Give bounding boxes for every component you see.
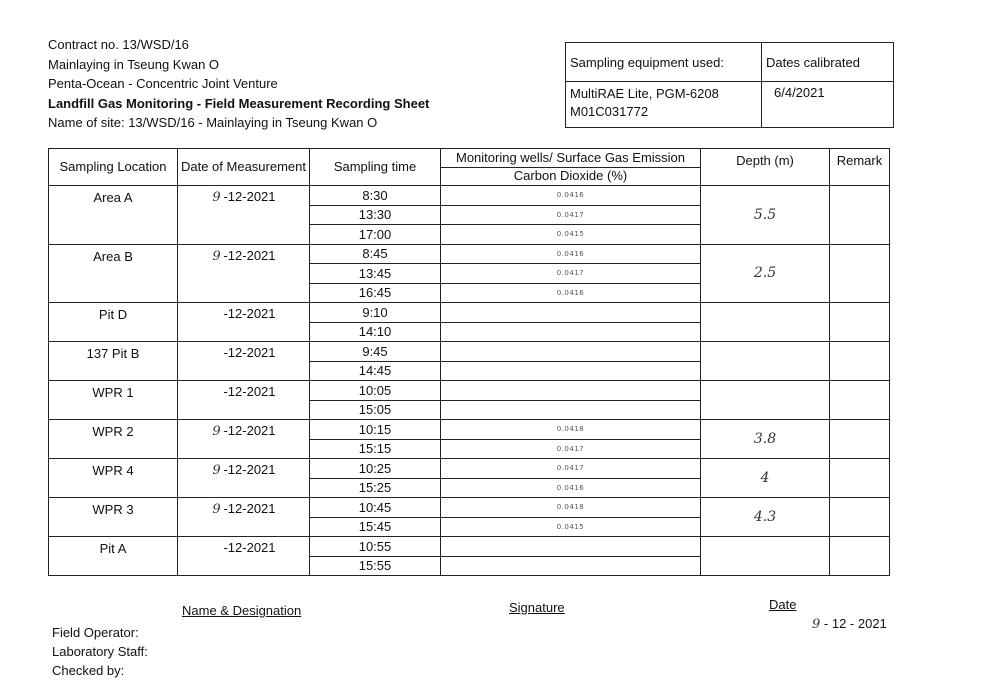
sampling-time: 10:55 (310, 537, 441, 557)
date-month-year: -12-2021 (223, 247, 276, 263)
co2-reading: 0.0418 (441, 498, 701, 518)
sampling-time: 10:45 (310, 498, 441, 518)
sampling-location: Area A (49, 186, 178, 245)
project-name: Mainlaying in Tseung Kwan O (48, 56, 220, 72)
date-day-handwritten: 9 (212, 463, 221, 478)
sampling-time: 9:10 (310, 303, 441, 323)
remark-cell (830, 303, 890, 342)
signature-label: Signature (509, 600, 565, 615)
depth-value (701, 342, 830, 381)
col-header-remark: Remark (830, 149, 890, 186)
co2-reading (441, 400, 701, 420)
table-row (49, 303, 890, 323)
co2-reading (441, 381, 701, 401)
sampling-location: WPR 3 (49, 498, 178, 537)
equipment-serial: M01C031772 (570, 104, 649, 119)
date-month-year: -12-2021 (223, 384, 276, 399)
table-row (49, 342, 890, 362)
lab-staff-label: Laboratory Staff: (52, 644, 148, 659)
remark-cell (830, 244, 890, 303)
co2-reading (441, 537, 701, 557)
sampling-time: 8:45 (310, 244, 441, 264)
co2-reading (441, 361, 701, 381)
col-header-time: Sampling time (310, 149, 441, 186)
remark-cell (830, 381, 890, 420)
checked-by-label: Checked by: (52, 663, 125, 678)
depth-value (701, 537, 830, 576)
measurement-date (178, 420, 310, 459)
equipment-label: Sampling equipment used: (566, 43, 762, 82)
remark-cell (830, 537, 890, 576)
table-row (49, 186, 890, 206)
date-day-handwritten: 9 (212, 502, 221, 517)
sampling-time: 8:30 (310, 186, 441, 206)
col-header-monitoring: Monitoring wells/ Surface Gas Emission (441, 149, 701, 168)
co2-reading: 0.0416 (441, 186, 701, 206)
co2-reading: 0.0418 (441, 420, 701, 440)
sampling-location: Area B (49, 244, 178, 303)
depth-value: 4 (701, 459, 830, 498)
sampling-location: WPR 4 (49, 459, 178, 498)
contract-number: Contract no. 13/WSD/16 (48, 37, 189, 52)
sampling-time: 10:05 (310, 381, 441, 401)
date-month-year: -12-2021 (223, 345, 276, 360)
date-day-handwritten: 9 (212, 190, 221, 205)
sampling-time: 10:25 (310, 459, 441, 479)
co2-reading: 0.0415 (441, 225, 701, 245)
sampling-time: 16:45 (310, 283, 441, 303)
col-header-co2: Carbon Dioxide (%) (441, 167, 701, 186)
co2-reading (441, 322, 701, 342)
co2-reading (441, 342, 701, 362)
co2-reading: 0.0416 (441, 478, 701, 498)
document-header (48, 35, 429, 133)
sampling-time: 15:15 (310, 439, 441, 459)
col-header-date: Date of Measurement (178, 149, 310, 186)
date-month-year: -12-2021 (223, 501, 276, 516)
measurement-date (178, 244, 310, 303)
remark-cell (830, 498, 890, 537)
remark-cell (830, 459, 890, 498)
remark-cell (830, 420, 890, 459)
depth-value: 5.5 (701, 186, 830, 245)
remark-cell (830, 342, 890, 381)
date-day-handwritten: 9 (212, 424, 221, 439)
calibration-label: Dates calibrated (762, 43, 894, 82)
depth-value: 2.5 (701, 244, 830, 303)
table-row (49, 244, 890, 264)
measurement-date (178, 459, 310, 498)
co2-reading: 0.0417 (441, 459, 701, 479)
depth-value: 3.8 (701, 420, 830, 459)
field-operator-label: Field Operator: (52, 625, 139, 640)
sampling-time: 9:45 (310, 342, 441, 362)
sampling-time: 15:05 (310, 400, 441, 420)
sampling-location: WPR 1 (49, 381, 178, 420)
col-header-location: Sampling Location (49, 149, 178, 186)
contractor-name: Penta-Ocean - Concentric Joint Venture (48, 76, 278, 91)
sampling-location: 137 Pit B (49, 342, 178, 381)
depth-value (701, 381, 830, 420)
col-header-depth: Depth (m) (701, 149, 830, 186)
measurement-date (178, 186, 310, 245)
sampling-time: 14:10 (310, 322, 441, 342)
date-month-year: -12-2021 (223, 540, 276, 555)
site-name: Name of site: 13/WSD/16 - Mainlaying in Tseung Kwan O (48, 115, 378, 130)
measurement-table (48, 148, 890, 576)
name-designation-label: Name & Designation (182, 603, 302, 618)
equipment-table (565, 42, 894, 128)
date-month-year: -12-2021 (223, 306, 276, 321)
measurement-date (178, 303, 310, 342)
date-month-year: -12-2021 (223, 189, 276, 204)
co2-reading: 0.0417 (441, 264, 701, 284)
measurement-date (178, 537, 310, 576)
sampling-time: 17:00 (310, 225, 441, 245)
co2-reading: 0.0417 (441, 205, 701, 225)
co2-reading: 0.0416 (441, 283, 701, 303)
co2-reading: 0.0417 (441, 439, 701, 459)
sampling-location: WPR 2 (49, 420, 178, 459)
measurement-date (178, 381, 310, 420)
sampling-time: 13:45 (310, 264, 441, 284)
calibration-date: 6/4/2021 (762, 82, 894, 128)
depth-value: 4.3 (701, 498, 830, 537)
table-row (49, 381, 890, 401)
measurement-date (178, 342, 310, 381)
date-day-handwritten: 9 (212, 248, 221, 264)
co2-reading (441, 303, 701, 323)
remark-cell (830, 186, 890, 245)
depth-value (701, 303, 830, 342)
footer-date-value (812, 616, 887, 632)
date-label: Date (769, 597, 797, 612)
footer-date-day: 9 (812, 617, 821, 632)
table-row (49, 459, 890, 479)
sampling-time: 13:30 (310, 205, 441, 225)
sampling-time: 14:45 (310, 361, 441, 381)
table-row (49, 537, 890, 557)
co2-reading: 0.0415 (441, 517, 701, 537)
sampling-time: 15:45 (310, 517, 441, 537)
date-month-year: -12-2021 (223, 423, 276, 438)
equipment-name: MultiRAE Lite, PGM-6208 (570, 86, 719, 101)
sampling-time: 10:15 (310, 420, 441, 440)
sampling-time: 15:25 (310, 478, 441, 498)
sampling-location: Pit D (49, 303, 178, 342)
sampling-time: 15:55 (310, 556, 441, 576)
sheet-title: Landfill Gas Monitoring - Field Measurement Recording Sheet (48, 95, 430, 111)
co2-reading (441, 556, 701, 576)
co2-reading: 0.0416 (441, 244, 701, 264)
sampling-location: Pit A (49, 537, 178, 576)
table-row (49, 420, 890, 440)
date-month-year: -12-2021 (223, 462, 276, 477)
footer-date-rest: - 12 - 2021 (823, 616, 887, 631)
measurement-date (178, 498, 310, 537)
table-row (49, 498, 890, 518)
